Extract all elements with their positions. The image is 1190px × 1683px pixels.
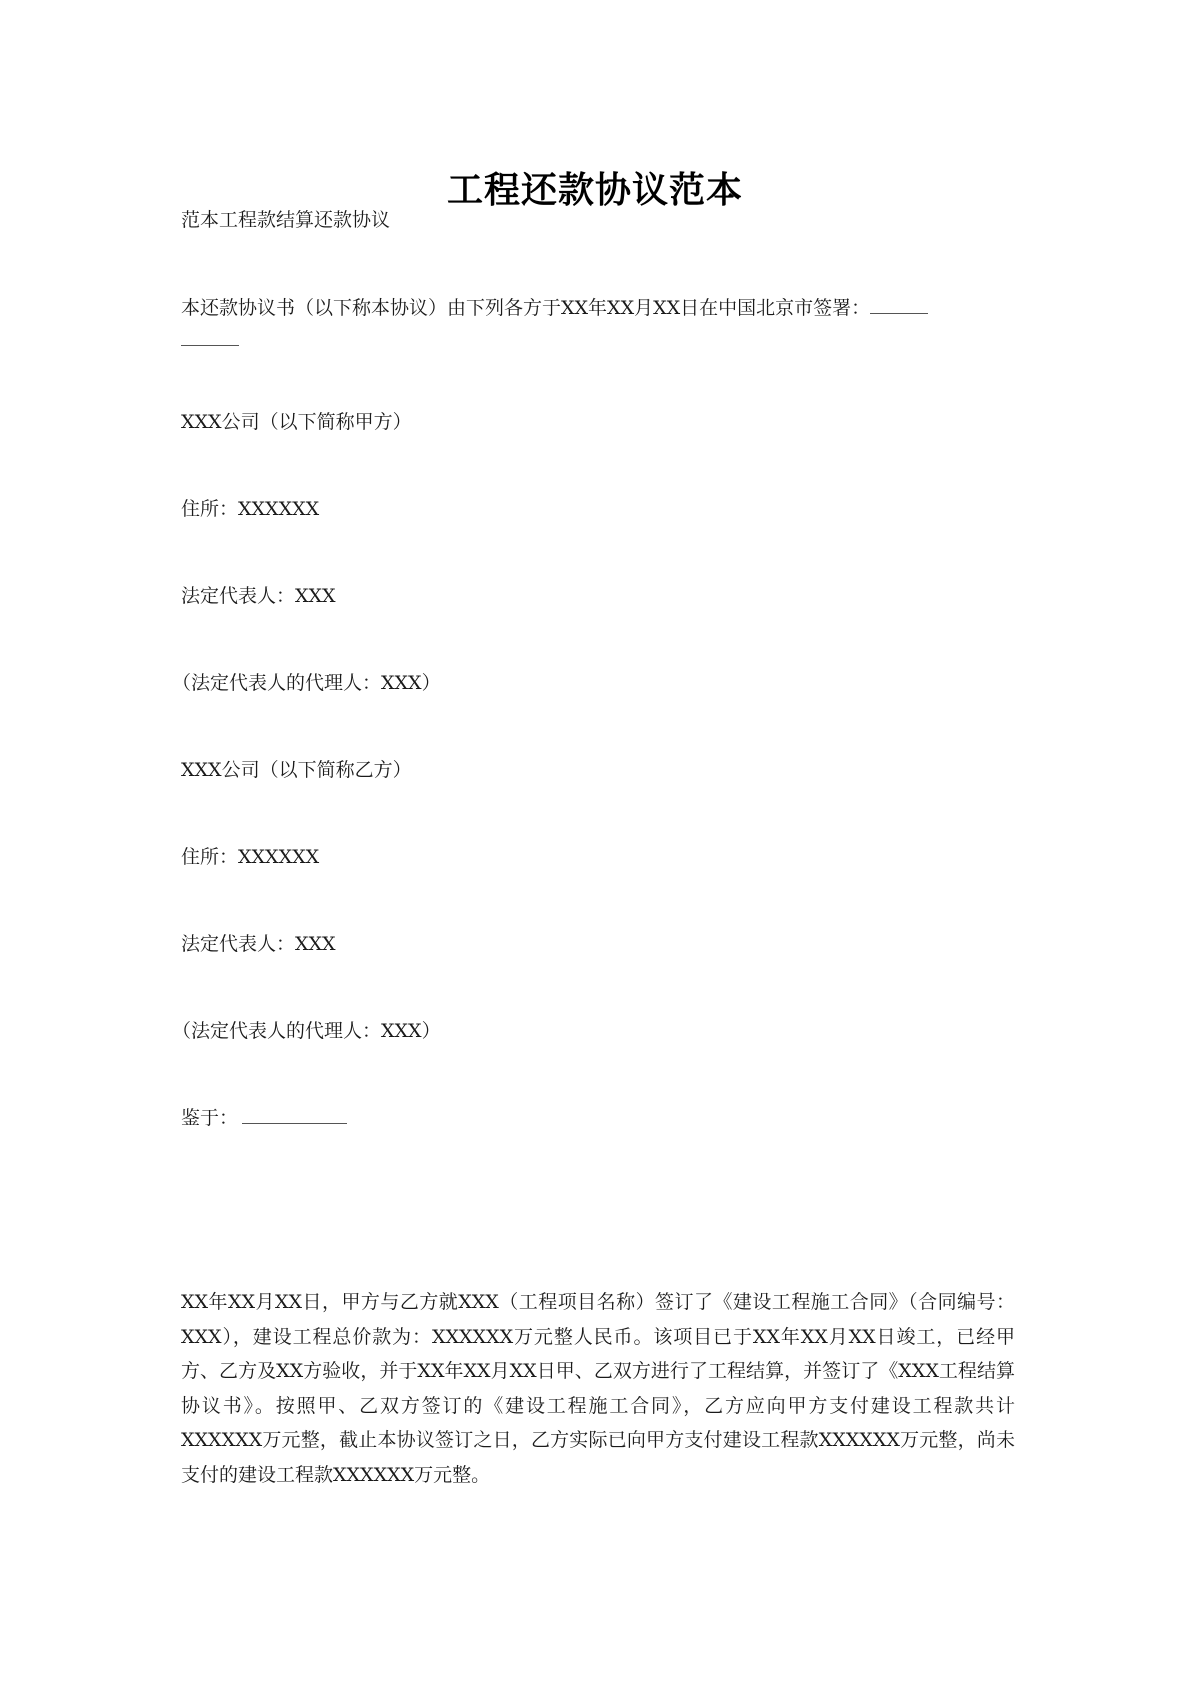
party-b-legal-rep: 法定代表人：XXX [181, 933, 336, 955]
intro-text: 本还款协议书（以下称本协议）由下列各方于XX年XX月XX日在中国北京市签署： [181, 297, 871, 319]
signing-blank-field-continuation[interactable] [181, 327, 239, 346]
party-a-address: 住所：XXXXXX [181, 498, 320, 520]
intro-line-continuation [181, 326, 239, 354]
intro-line [181, 294, 928, 322]
whereas-label: 鉴于： [181, 1107, 239, 1129]
signing-blank-field[interactable] [870, 295, 928, 314]
party-a-agent: （法定代表人的代理人：XXX） [172, 672, 441, 694]
whereas-blank-field[interactable] [242, 1105, 347, 1124]
party-a-legal-rep: 法定代表人：XXX [181, 585, 336, 607]
document-title: 工程还款协议范本 [446, 169, 743, 211]
party-b-name: XXX公司（以下简称乙方） [181, 759, 412, 781]
party-a-name: XXX公司（以下简称甲方） [181, 411, 412, 433]
body-paragraph: XX年XX月XX日，甲方与乙方就XXX（工程项目名称）签订了《建设工程施工合同》（合同编号：XXX），建设工程总价款为：XXXXXX万元整人民币。该项目已于XX年XX月XX日竣工，已经甲方、乙方及XX方验收，并于XX年XX月XX日甲、乙双方进行了工程结算，并签订了《XXX工程结算协议书》。按照甲、乙双方签订的《建设工程施工合同》，乙方应向甲方支付建设工程款共计XXXXXX万元整，截止本协议签订之日，乙方实际已向甲方支付建设工程款XXXXXX万元整，尚未支付的建设工程款XXXXXX万元整。 [181, 1291, 1015, 1486]
party-b-agent: （法定代表人的代理人：XXX） [172, 1020, 441, 1042]
party-b-address: 住所：XXXXXX [181, 846, 320, 868]
whereas-line [181, 1104, 347, 1132]
document-subtitle: 范本工程款结算还款协议 [181, 209, 391, 231]
